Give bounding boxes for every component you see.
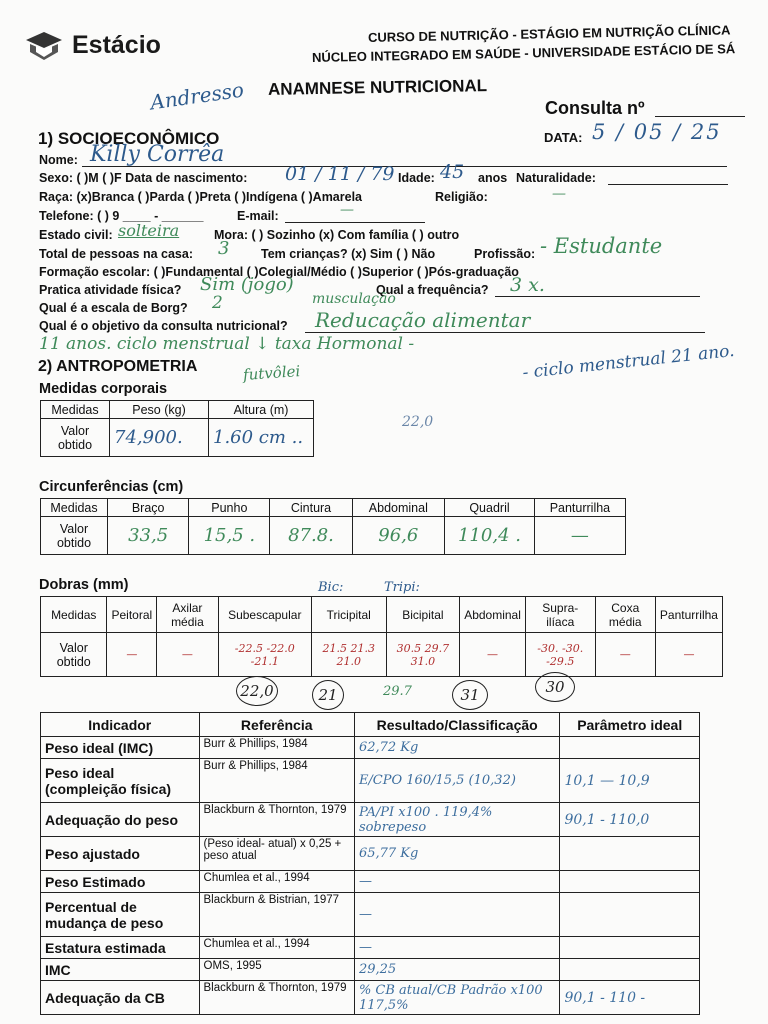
- data-value: 5 / 05 / 25: [592, 120, 722, 144]
- form-title: ANAMNESE NUTRICIONAL: [267, 76, 488, 99]
- altura-value: 1.60 cm ..: [209, 419, 314, 457]
- circ-header-3: Cintura: [270, 499, 352, 517]
- ind-parametro: [560, 837, 700, 871]
- dobras-value-4: 30.5 29.7 31.0: [386, 633, 460, 677]
- note-line-1: 11 anos. ciclo menstrual ↓ taxa Hormonal -: [39, 334, 415, 354]
- naturalidade-underline: [608, 184, 728, 185]
- frequencia-value: 3 x.: [510, 274, 545, 296]
- ind-referencia: Blackburn & Thornton, 1979: [199, 981, 354, 1015]
- ind-indicador: Peso ideal (compleição física): [41, 759, 200, 803]
- medidas-table: [40, 400, 314, 457]
- data-label: DATA:: [544, 130, 583, 145]
- dobras-value-7: —: [595, 633, 655, 677]
- ind-header-2: Resultado/Classificação: [354, 713, 560, 737]
- ind-parametro: [560, 871, 700, 893]
- frequencia-underline: [495, 296, 700, 297]
- dobras-header-1: Peitoral: [107, 597, 157, 633]
- ind-resultado: E/CPO 160/15,5 (10,32): [354, 759, 560, 803]
- ind-indicador: Estatura estimada: [41, 937, 200, 959]
- ind-indicador: Peso Estimado: [41, 871, 200, 893]
- dobras-header-7: Supra-ilíaca: [525, 597, 595, 633]
- section-antropometria-title: 2) ANTROPOMETRIA: [38, 358, 198, 375]
- ind-resultado: 65,77 Kg: [354, 837, 560, 871]
- dobras-result-1: 21: [312, 680, 344, 710]
- medidas-valor-label: Valor obtido: [41, 419, 110, 457]
- ind-referencia: OMS, 1995: [199, 959, 354, 981]
- circ-valor-label: Valor obtido: [41, 517, 108, 555]
- ind-indicador: Percentual de mudança de peso: [41, 893, 200, 937]
- total-pessoas-value: 3: [218, 238, 230, 259]
- dobras-result-3: 30: [535, 672, 575, 702]
- dobras-header-5: Bicipital: [386, 597, 460, 633]
- dobras-value-3: 21.5 21.3 21.0: [311, 633, 386, 677]
- handwritten-author: Andresso: [148, 77, 246, 115]
- ind-row: [41, 759, 700, 803]
- objetivo-value: Reducação alimentar: [315, 308, 531, 332]
- email-underline: [285, 222, 425, 223]
- medidas-header-2: Altura (m): [209, 401, 314, 419]
- ind-resultado: —: [354, 937, 560, 959]
- estado-civil-label: Estado civil:: [39, 228, 113, 242]
- ind-row: [41, 959, 700, 981]
- consulta-label: Consulta nº: [545, 98, 645, 118]
- dobras-value-5: —: [460, 633, 526, 677]
- email-label: E-mail:: [237, 209, 279, 223]
- dobras-header-3: Subescapular: [218, 597, 311, 633]
- circ-header-4: Abdominal: [352, 499, 445, 517]
- anos-label: anos: [478, 171, 508, 185]
- ind-row: [41, 871, 700, 893]
- profissao-label: Profissão:: [474, 247, 536, 261]
- mora-line: Mora: ( ) Sozinho (x) Com família ( ) outro: [214, 228, 460, 242]
- sexo-line: Sexo: ( )M ( )F Data de nascimento:: [39, 171, 248, 185]
- ind-referencia: Chumlea et al., 1994: [199, 937, 354, 959]
- estacio-logo: [22, 28, 182, 68]
- dobras-valor-label: Valor obtido: [41, 633, 107, 677]
- ind-row: [41, 837, 700, 871]
- circ-title: Circunferências (cm): [39, 479, 184, 495]
- dobras-value-2: -22.5 -22.0 -21.1: [218, 633, 311, 677]
- nome-label: Nome:: [39, 153, 78, 167]
- ind-resultado: —: [354, 871, 560, 893]
- note-bic: Bic:: [318, 580, 344, 595]
- naturalidade-label: Naturalidade:: [516, 171, 596, 185]
- ind-header-0: Indicador: [41, 713, 200, 737]
- note-futvolei: futvôlei: [242, 362, 301, 384]
- ind-resultado: —: [354, 893, 560, 937]
- indicadores-table: [40, 712, 700, 1015]
- ind-indicador: Adequação da CB: [41, 981, 200, 1015]
- circ-value-5: —: [534, 517, 625, 555]
- ind-row: [41, 893, 700, 937]
- ind-referencia: Blackburn & Bistrian, 1977: [199, 893, 354, 937]
- dobras-header-8: Coxa média: [595, 597, 655, 633]
- circ-header-0: Medidas: [41, 499, 108, 517]
- ind-resultado: % CB atual/CB Padrão x100 117,5%: [354, 981, 560, 1015]
- note-297: 29.7: [383, 684, 412, 699]
- estado-civil-value: solteira: [118, 221, 180, 240]
- dobras-result-0: 22,0: [236, 676, 278, 706]
- side-note: 22,0: [402, 414, 434, 430]
- ind-referencia: (Peso ideal- atual) x 0,25 + peso atual: [199, 837, 354, 871]
- criancas-line: Tem crianças? (x) Sim ( ) Não: [261, 247, 436, 261]
- ind-row: [41, 981, 700, 1015]
- circ-value-1: 15,5 .: [189, 517, 270, 555]
- nascimento-value: 01 / 11 / 79: [285, 163, 395, 185]
- circ-value-4: 110,4 .: [445, 517, 535, 555]
- idade-value: 45: [440, 161, 465, 183]
- borg-label: Qual é a escala de Borg?: [39, 301, 188, 315]
- dobras-table: [40, 596, 723, 677]
- ind-parametro: 90,1 - 110,0: [560, 803, 700, 837]
- objetivo-underline: [305, 332, 705, 333]
- ind-parametro: 90,1 - 110 -: [560, 981, 700, 1015]
- medidas-header-0: Medidas: [41, 401, 110, 419]
- ind-referencia: Blackburn & Thornton, 1979: [199, 803, 354, 837]
- circ-table: [40, 498, 626, 555]
- total-pessoas-label: Total de pessoas na casa:: [39, 247, 193, 261]
- ind-parametro: [560, 937, 700, 959]
- medidas-title: Medidas corporais: [39, 381, 168, 397]
- dobras-value-0: —: [107, 633, 157, 677]
- circ-value-2: 87.8.: [270, 517, 352, 555]
- borg-note: musculação: [312, 291, 396, 307]
- peso-value: 74,900.: [110, 419, 209, 457]
- ind-indicador: Peso ajustado: [41, 837, 200, 871]
- atividade-value: Sim (jogo): [200, 274, 294, 295]
- dobras-title: Dobras (mm): [39, 577, 129, 593]
- dobras-value-6: -30. -30. -29.5: [525, 633, 595, 677]
- logo-icon: [22, 30, 66, 64]
- ind-parametro: 10,1 — 10,9: [560, 759, 700, 803]
- formacao-line: Formação escolar: ( )Fundamental ( )Colegial/Médio ( )Superior ( )Pós-graduação: [39, 265, 519, 279]
- circ-header-6: Panturrilha: [534, 499, 625, 517]
- dobras-value-8: —: [655, 633, 722, 677]
- idade-label: Idade:: [398, 171, 435, 185]
- ind-referencia: Burr & Phillips, 1984: [199, 737, 354, 759]
- ind-referencia: Chumlea et al., 1994: [199, 871, 354, 893]
- course-line: CURSO DE NUTRIÇÃO - ESTÁGIO EM NUTRIÇÃO CLÍNICA: [367, 22, 731, 45]
- profissao-value: - Estudante: [540, 234, 663, 258]
- ind-row: [41, 803, 700, 837]
- ind-referencia: Burr & Phillips, 1984: [199, 759, 354, 803]
- telefone-line: Telefone: ( ) 9 ____ - ______: [39, 209, 204, 223]
- circ-value-3: 96,6: [352, 517, 445, 555]
- note-right: - ciclo menstrual 21 ano.: [521, 340, 736, 384]
- dobras-value-1: —: [157, 633, 218, 677]
- ind-indicador: Peso ideal (IMC): [41, 737, 200, 759]
- borg-value: 2: [212, 293, 223, 313]
- dobras-header-0: Medidas: [41, 597, 107, 633]
- note-tri: Tripi:: [384, 580, 420, 595]
- atividade-label: Pratica atividade física?: [39, 283, 182, 297]
- ind-header-1: Referência: [199, 713, 354, 737]
- circ-header-1: Braço: [108, 499, 189, 517]
- email-value: —: [340, 202, 354, 218]
- medidas-header-1: Peso (kg): [110, 401, 209, 419]
- ind-indicador: IMC: [41, 959, 200, 981]
- ind-resultado: PA/PI x100 . 119,4% sobrepeso: [354, 803, 560, 837]
- nome-value: Killy Corrêa: [90, 142, 225, 167]
- ind-parametro: [560, 959, 700, 981]
- ind-header-3: Parâmetro ideal: [560, 713, 700, 737]
- dobras-header-9: Panturrilha: [655, 597, 722, 633]
- circ-header-5: Quadril: [445, 499, 535, 517]
- circ-value-0: 33,5: [108, 517, 189, 555]
- logo-text: Estácio: [72, 31, 161, 59]
- nucleus-line: NÚCLEO INTEGRADO EM SAÚDE - UNIVERSIDADE ESTÁCIO DE SÁ: [311, 41, 736, 65]
- religiao-label: Religião:: [435, 190, 488, 204]
- ind-parametro: [560, 893, 700, 937]
- ind-resultado: 29,25: [354, 959, 560, 981]
- ind-parametro: [560, 737, 700, 759]
- frequencia-label: Qual a frequência?: [376, 283, 489, 297]
- dobras-header-4: Tricipital: [311, 597, 386, 633]
- objetivo-label: Qual é o objetivo da consulta nutricional?: [39, 319, 288, 333]
- ind-row: [41, 737, 700, 759]
- raca-line: Raça: (x)Branca ( )Parda ( )Preta ( )Indígena ( )Amarela: [39, 190, 362, 204]
- ind-resultado: 62,72 Kg: [354, 737, 560, 759]
- ind-indicador: Adequação do peso: [41, 803, 200, 837]
- section-socio-title: 1) SOCIOECONÔMICO: [38, 129, 220, 148]
- consulta-underline: [655, 116, 745, 117]
- circ-header-2: Punho: [189, 499, 270, 517]
- dobras-header-2: Axilar média: [157, 597, 218, 633]
- ind-row: [41, 937, 700, 959]
- dobras-result-2: 31: [452, 680, 488, 710]
- religiao-value: —: [552, 186, 566, 202]
- dobras-header-6: Abdominal: [460, 597, 526, 633]
